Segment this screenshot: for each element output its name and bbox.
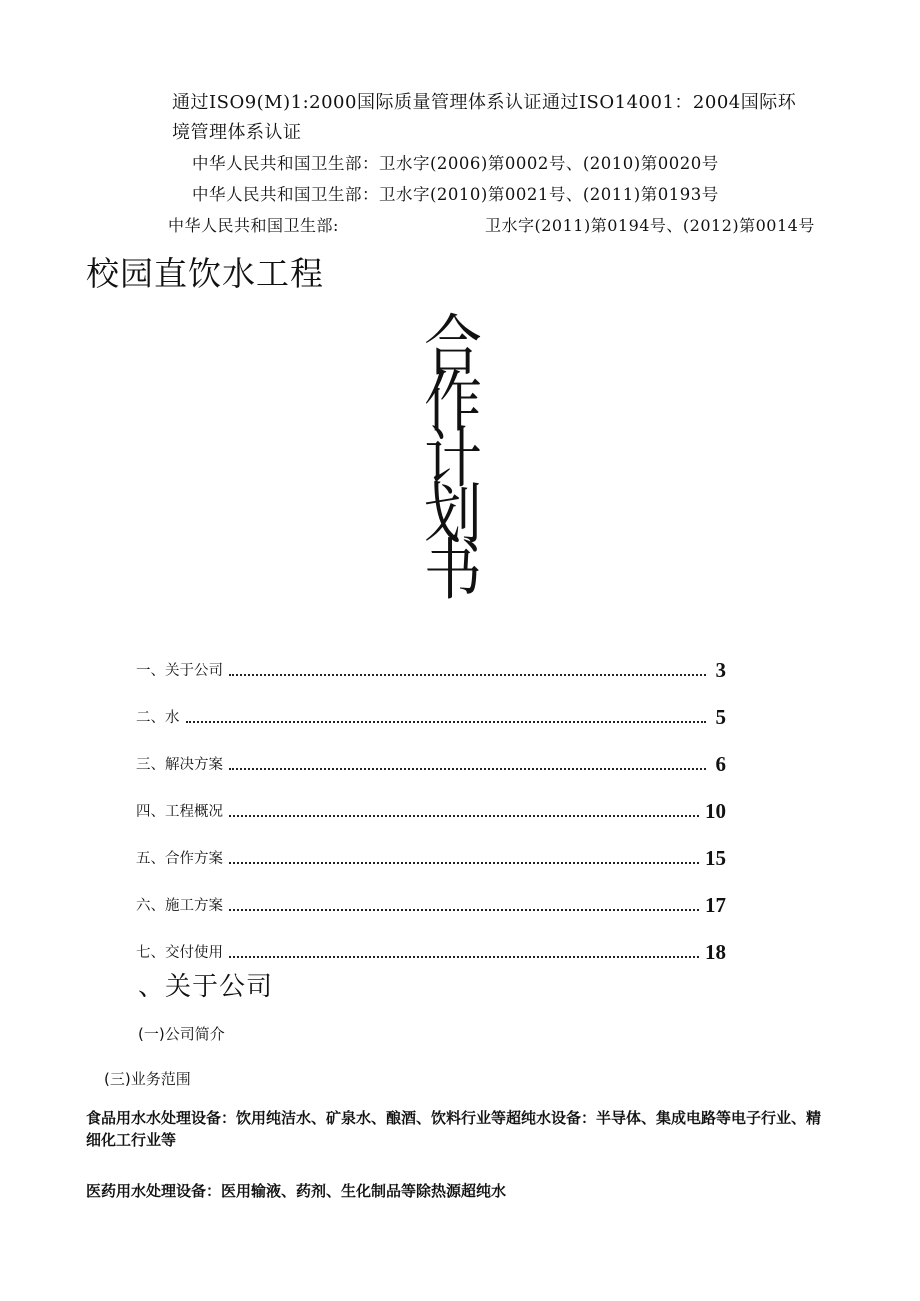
toc-entry-page: 17 [705, 893, 726, 917]
paragraph-food-water: 食品用水水处理设备：饮用纯洁水、矿泉水、酿酒、饮料行业等超纯水设备：半导体、集成电路等电子行业、精细化工行业等 [86, 1109, 822, 1149]
toc-leader-dots [229, 814, 699, 817]
license-line-1: 中华人民共和国卫生部：卫水字(2006)第0002号、(2010)第0020号 [192, 154, 719, 173]
main-title-char: 计 [423, 418, 482, 498]
main-title-char: 划 [423, 474, 482, 554]
toc-entry[interactable] [136, 636, 726, 683]
main-title-char: 作 [423, 362, 482, 442]
subsection-business-scope: (三)业务范围 [104, 1070, 191, 1088]
toc-entry-label: 一、关于公司 [136, 663, 223, 679]
license-line-3-value: 卫水字(2011)第0194号、(2012)第0014号 [485, 216, 815, 235]
main-title-vertical [418, 306, 488, 610]
section-heading: 、关于公司 [138, 972, 274, 1002]
toc-entry-page: 15 [705, 846, 726, 870]
certification-line: 通过ISO9(M)1:2000国际质量管理体系认证通过ISO14001：2004国际环 [172, 92, 797, 113]
toc-leader-dots [229, 767, 706, 770]
toc-leader-dots [229, 861, 699, 864]
toc-entry[interactable] [136, 871, 726, 918]
toc-entry-label: 六、施工方案 [136, 898, 223, 914]
toc-entry[interactable] [136, 777, 726, 824]
toc-entry-page: 10 [705, 799, 726, 823]
toc-leader-dots [186, 720, 707, 723]
toc-entry-page: 6 [715, 752, 726, 776]
toc-entry-label: 二、水 [136, 710, 180, 726]
toc-entry-label: 三、解决方案 [136, 757, 223, 773]
main-title-char: 书 [423, 530, 482, 610]
certification-line-continued: 境管理体系认证 [172, 122, 302, 143]
toc-entry-page: 5 [715, 705, 726, 729]
license-line-2: 中华人民共和国卫生部：卫水字(2010)第0021号、(2011)第0193号 [192, 185, 719, 204]
toc-entry[interactable] [136, 730, 726, 777]
toc-entry-label: 七、交付使用 [136, 945, 223, 961]
toc-leader-dots [229, 673, 706, 676]
license-line-3-prefix: 中华人民共和国卫生部: [168, 216, 339, 235]
toc-leader-dots [229, 908, 699, 911]
toc-entry-page: 3 [715, 658, 726, 682]
toc-leader-dots [229, 955, 699, 958]
toc-entry-page: 18 [705, 940, 726, 964]
toc-entry-label: 五、合作方案 [136, 851, 223, 867]
table-of-contents [136, 636, 726, 965]
project-title: 校园直饮水工程 [86, 254, 324, 293]
toc-entry[interactable] [136, 824, 726, 871]
paragraph-medical-water: 医药用水处理设备：医用输液、药剂、生化制品等除热源超纯水 [86, 1182, 507, 1200]
subsection-company-intro: (一)公司简介 [138, 1025, 225, 1043]
toc-entry[interactable] [136, 683, 726, 730]
toc-entry-label: 四、工程概况 [136, 804, 223, 820]
toc-entry[interactable] [136, 918, 726, 965]
main-title-char: 合 [423, 306, 482, 386]
